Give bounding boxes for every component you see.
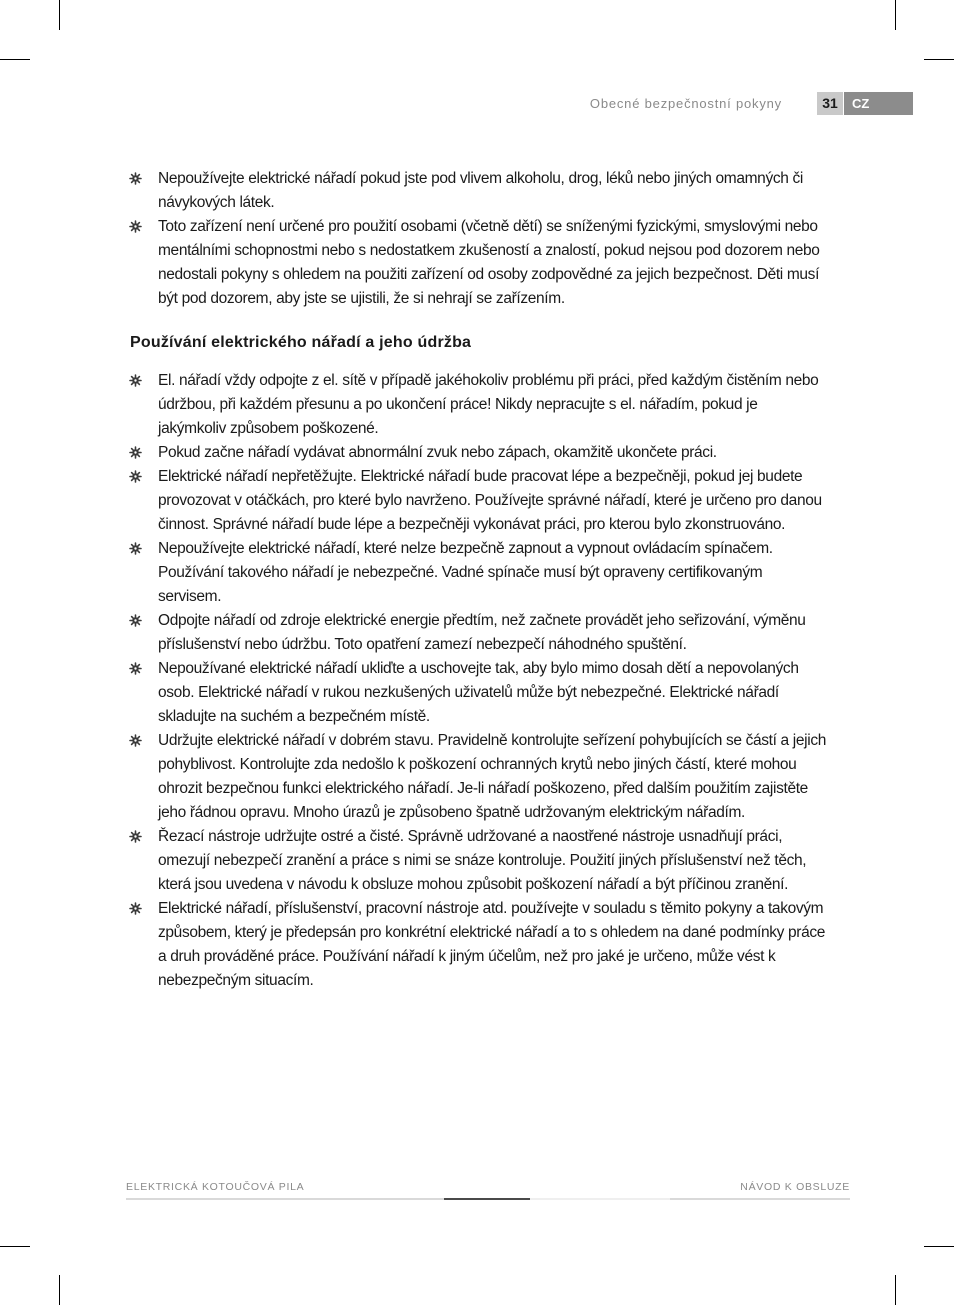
list-item-text: El. nářadí vždy odpojte z el. sítě v případě jakéhokoliv problému při práci, před každým čistěním nebo údržbou, při každém přesunu a po ukončení práce! Nikdy nepracujte s el. nářadím, pokud je jakýmkoliv způsobem poškozené. — [158, 372, 819, 437]
list-item-text: Elektrické nářadí, příslušenství, pracovní nástroje atd. používejte v souladu s těmito pokyny a takovým způsobem, který je předepsán pro konkrétní elektrické nářadí a to s ohledem na dané podmínky práce a druh prováděné práce. Používání nářadí k jiným účelům, než pro jaké je určeno, může vést k nebezpečným situacím. — [158, 900, 826, 989]
gear-bullet-icon — [129, 374, 142, 387]
footer-rule — [126, 1198, 444, 1200]
gear-bullet-icon — [129, 830, 142, 843]
footer-product-name: ELEKTRICKÁ KOTOUČOVÁ PILA — [126, 1181, 305, 1193]
gear-bullet-icon — [129, 542, 142, 555]
list-item-text: Udržujte elektrické nářadí v dobrém stavu. Pravidelně kontrolujte seřízení pohybujících se částí a jejich pohyblivost. Kontrolujte zda nedošlo k poškození ochranných krytů nebo jiných částí, které mohou ohrozit bezpečnou funkci elektrického nářadí. Je-li nářadí poškozeno, před dalším použitím zajistěte jeho řádnou opravu. Mnoho úrazů je způsobeno špatně udržovaným elektrickým nářadím. — [158, 732, 826, 821]
crop-mark — [0, 59, 30, 60]
list-item-text: Elektrické nářadí nepřetěžujte. Elektrické nářadí bude pracovat lépe a bezpečněji, pokud jej budete provozovat v otáčkách, pro které bylo navrženo. Používejte správné nářadí, které je určeno pro danou činnost. Správné nářadí bude lépe a bezpečněji vykonávat práci, pro kterou bylo zkonstruováno. — [158, 468, 822, 533]
gear-bullet-icon — [129, 172, 142, 185]
crop-mark — [924, 1246, 954, 1247]
page-number: 31 — [817, 92, 843, 115]
list-item — [129, 609, 829, 657]
crop-mark — [895, 0, 896, 30]
list-item-text: Nepoužívejte elektrické nářadí pokud jste pod vlivem alkoholu, drog, léků nebo jiných omamných či návykových látek. — [158, 170, 803, 211]
footer-rule — [444, 1198, 530, 1200]
gear-bullet-icon — [129, 614, 142, 627]
crop-mark — [924, 59, 954, 60]
crop-mark — [0, 1246, 30, 1247]
language-badge: CZ — [844, 92, 913, 115]
gear-bullet-icon — [129, 734, 142, 747]
gear-bullet-icon — [129, 902, 142, 915]
gear-bullet-icon — [129, 446, 142, 459]
list-item-text: Nepoužívejte elektrické nářadí, které nelze bezpečně zapnout a vypnout ovládacím spínačem. Používání takového nářadí je nebezpečné. Vadné spínače musí být opraveny certifikovaným servisem. — [158, 540, 773, 605]
list-item-text: Toto zařízení není určené pro použití osobami (včetně dětí) se sníženými fyzickými, smyslovými nebo mentálními schopnostmi nebo s nedostatkem zkušeností a znalostí, pokud nejsou pod dozorem nebo nedostali pokyny s ohledem na použiti zařízení od osoby zodpovědné za jejich bezpečnost. Děti musí být pod dozorem, aby jste se ujistili, že si nehrají se zařízením. — [158, 218, 820, 307]
list-item — [129, 729, 829, 825]
footer-manual-label: NÁVOD K OBSLUZE — [740, 1181, 850, 1193]
footer-rule — [530, 1198, 670, 1200]
list-item — [129, 465, 829, 537]
section-bullet-list — [129, 369, 829, 993]
crop-mark — [59, 0, 60, 30]
list-item — [129, 369, 829, 441]
page-header-title: Obecné bezpečnostní pokyny — [589, 96, 782, 111]
footer-rule — [670, 1198, 850, 1200]
list-item-text: Odpojte nářadí od zdroje elektrické energie předtím, než začnete provádět jeho seřizování, výměnu příslušenství nebo údržbu. Toto opatření zamezí nebezpečí náhodného spuštění. — [158, 612, 806, 653]
list-item — [129, 167, 829, 215]
list-item — [129, 657, 829, 729]
list-item — [129, 441, 829, 465]
gear-bullet-icon — [129, 470, 142, 483]
list-item-text: Řezací nástroje udržujte ostré a čisté. Správně udržované a naostřené nástroje usnadňují práci, omezují nebezpečí zranění a práce s nimi se snáze kontroluje. Použití jiných příslušenství než těch, která jsou uvedena v návodu k obsluze mohou způsobit poškození nářadí a být příčinou zranění. — [158, 828, 807, 893]
list-item-text: Pokud začne nářadí vydávat abnormální zvuk nebo zápach, okamžitě ukončete práci. — [158, 444, 717, 461]
list-item — [129, 537, 829, 609]
page-content — [129, 167, 829, 993]
gear-bullet-icon — [129, 220, 142, 233]
intro-bullet-list — [129, 167, 829, 311]
section-heading: Používání elektrického nářadí a jeho údržba — [130, 334, 472, 351]
gear-bullet-icon — [129, 662, 142, 675]
list-item — [129, 897, 829, 993]
list-item — [129, 215, 829, 311]
list-item — [129, 825, 829, 897]
crop-mark — [895, 1275, 896, 1305]
crop-mark — [59, 1275, 60, 1305]
list-item-text: Nepoužívané elektrické nářadí ukliďte a uschovejte tak, aby bylo mimo dosah dětí a nepovolaných osob. Elektrické nářadí v rukou nezkušených uživatelů může být nebezpečné. Elektrické nářadí skladujte na suchém a bezpečném místě. — [158, 660, 799, 725]
